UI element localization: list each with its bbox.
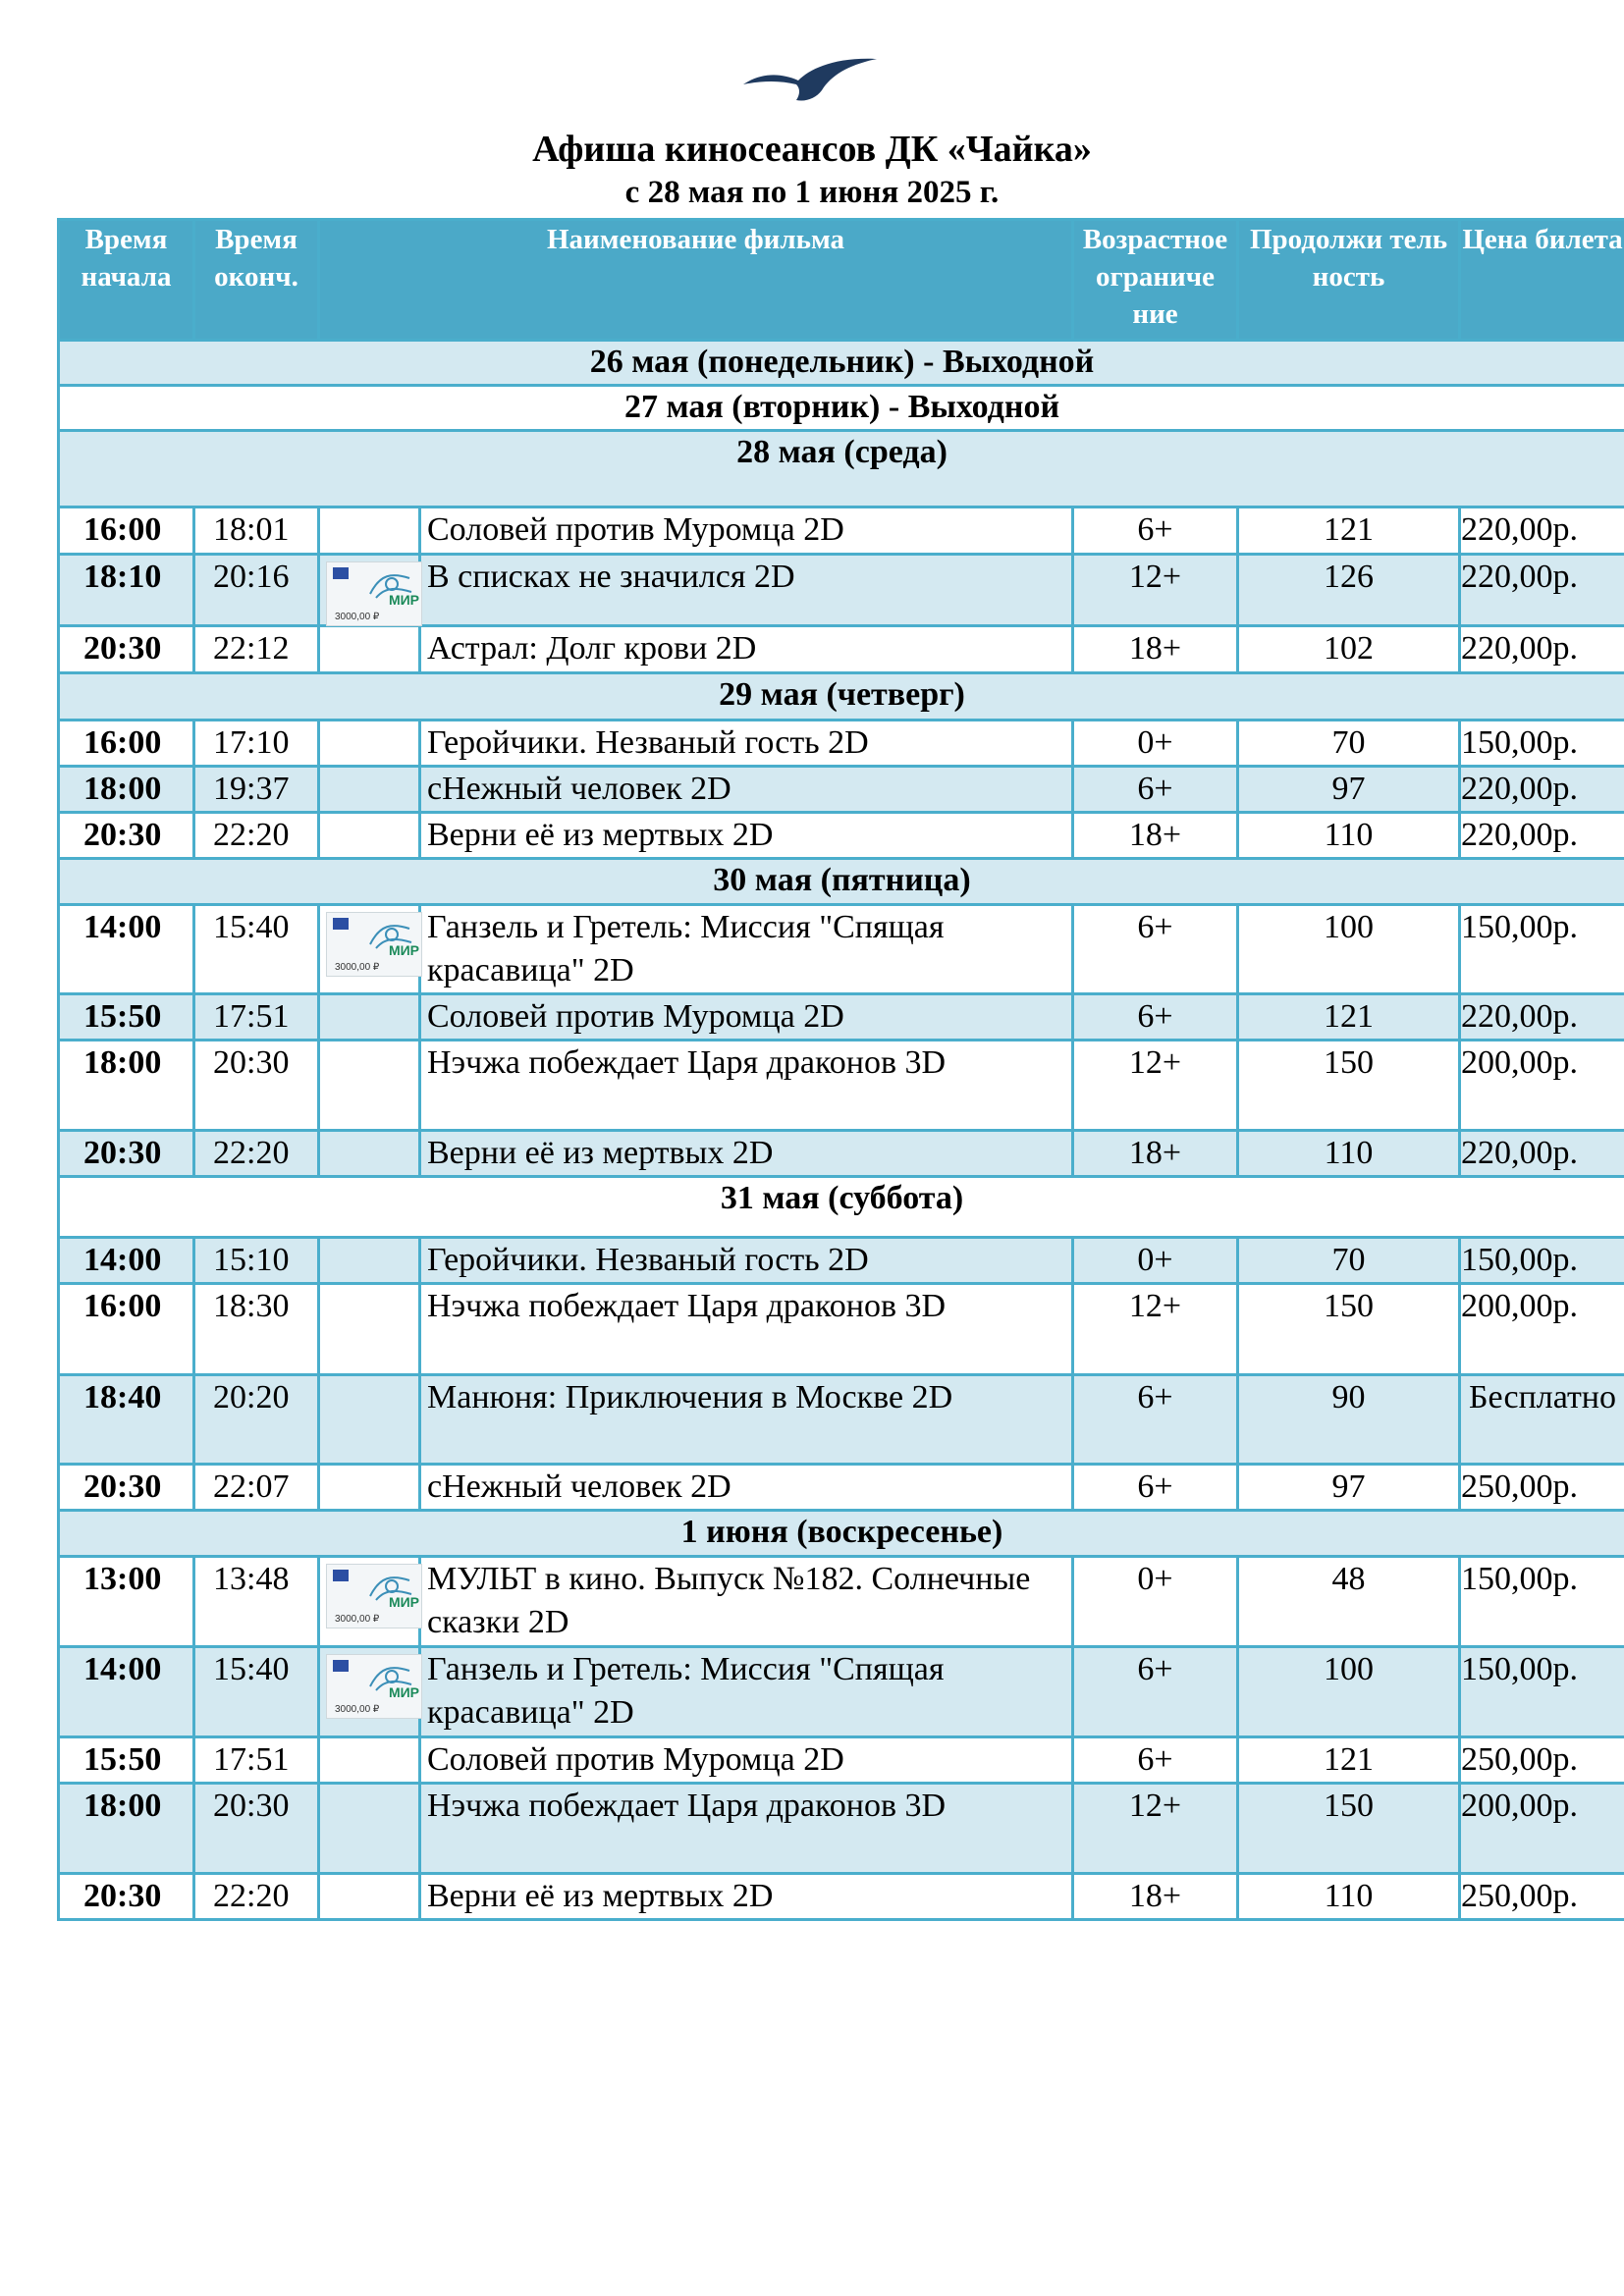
session-start-time: 20:30 [59,1131,194,1177]
session-age-rating: 12+ [1073,1784,1238,1874]
session-film-title: Верни её из мертвых 2D [420,813,1073,859]
mir-card-promo-image [326,912,422,977]
session-promo-cell [319,555,420,626]
session-ticket-price: 220,00р. [1460,1131,1624,1177]
promo-amount: 3000,00 ₽ [335,1614,380,1625]
day-header: 27 мая (вторник) - Выходной [59,386,1624,431]
session-promo-cell [319,507,420,555]
session-age-rating: 0+ [1073,721,1238,767]
session-row [59,994,1624,1041]
session-start-time: 20:30 [59,626,194,673]
mir-badge-icon [333,1570,349,1581]
day-header-row [59,1511,1624,1557]
session-promo-cell [319,1737,420,1784]
mir-card-promo-image [326,1564,422,1629]
session-row [59,1041,1624,1131]
session-start-time: 20:30 [59,1465,194,1511]
session-start-time: 14:00 [59,905,194,994]
session-row [59,626,1624,673]
session-ticket-price: 220,00р. [1460,994,1624,1041]
session-row [59,1737,1624,1784]
session-row [59,555,1624,626]
session-promo-cell [319,1557,420,1647]
page-subtitle: с 28 мая по 1 июня 2025 г. [624,175,1000,210]
session-duration: 102 [1238,626,1460,673]
session-end-time: 17:51 [194,994,319,1041]
promo-amount: 3000,00 ₽ [335,962,380,973]
session-age-rating: 12+ [1073,1041,1238,1131]
session-age-rating: 0+ [1073,1557,1238,1647]
col-header-price: Цена билета [1460,220,1624,341]
schedule-table [57,218,1624,1921]
session-film-title: Ганзель и Гретель: Миссия "Спящая красавица" 2D [420,1647,1073,1737]
session-end-time: 22:20 [194,1131,319,1177]
session-ticket-price: 150,00р. [1460,1238,1624,1284]
promo-brand: МИР [388,942,419,958]
col-header-end: Время оконч. [194,220,319,341]
day-header-row [59,431,1624,507]
session-duration: 100 [1238,905,1460,994]
session-start-time: 18:10 [59,555,194,626]
session-end-time: 13:48 [194,1557,319,1647]
session-film-title: Нэчжа побеждает Царя драконов 3D [420,1784,1073,1874]
session-film-title: Верни её из мертвых 2D [420,1131,1073,1177]
session-duration: 70 [1238,721,1460,767]
promo-brand: МИР [388,1684,419,1700]
seagull-logo-icon [741,51,879,110]
session-duration: 48 [1238,1557,1460,1647]
session-row [59,813,1624,859]
session-duration: 70 [1238,1238,1460,1284]
session-film-title: Соловей против Муромца 2D [420,1737,1073,1784]
session-ticket-price: Бесплатно [1460,1375,1624,1465]
session-duration: 121 [1238,994,1460,1041]
session-promo-cell [319,1465,420,1511]
day-header-row [59,341,1624,386]
session-duration: 150 [1238,1284,1460,1375]
col-header-film: Наименование фильма [319,220,1073,341]
session-film-title: Нэчжа побеждает Царя драконов 3D [420,1041,1073,1131]
session-ticket-price: 220,00р. [1460,626,1624,673]
session-end-time: 18:30 [194,1284,319,1375]
session-duration: 97 [1238,1465,1460,1511]
session-row [59,1238,1624,1284]
day-header-row [59,673,1624,721]
session-row [59,767,1624,813]
session-promo-cell [319,1375,420,1465]
session-age-rating: 12+ [1073,555,1238,626]
session-start-time: 15:50 [59,1737,194,1784]
session-end-time: 19:37 [194,767,319,813]
session-duration: 121 [1238,507,1460,555]
mir-badge-icon [333,1660,349,1672]
day-header: 1 июня (воскресенье) [59,1511,1624,1557]
session-age-rating: 6+ [1073,905,1238,994]
session-end-time: 22:20 [194,813,319,859]
session-promo-cell [319,905,420,994]
session-row [59,905,1624,994]
day-header: 28 мая (среда) [59,431,1624,507]
session-end-time: 22:07 [194,1465,319,1511]
session-film-title: сНежный человек 2D [420,767,1073,813]
session-promo-cell [319,1284,420,1375]
session-film-title: Нэчжа побеждает Царя драконов 3D [420,1284,1073,1375]
session-ticket-price: 250,00р. [1460,1874,1624,1920]
session-duration: 110 [1238,1874,1460,1920]
session-start-time: 13:00 [59,1557,194,1647]
session-film-title: Верни её из мертвых 2D [420,1874,1073,1920]
session-end-time: 15:40 [194,1647,319,1737]
session-promo-cell [319,1041,420,1131]
session-row [59,1375,1624,1465]
session-duration: 126 [1238,555,1460,626]
session-end-time: 20:30 [194,1784,319,1874]
session-promo-cell [319,626,420,673]
session-start-time: 18:40 [59,1375,194,1465]
session-promo-cell [319,994,420,1041]
session-start-time: 14:00 [59,1238,194,1284]
session-row [59,1874,1624,1920]
schedule-body [59,341,1624,1920]
mir-badge-icon [333,567,349,579]
session-promo-cell [319,813,420,859]
session-duration: 110 [1238,813,1460,859]
session-age-rating: 6+ [1073,507,1238,555]
session-promo-cell [319,721,420,767]
table-header-row [59,220,1624,341]
page-title: Афиша киносеансов ДК «Чайка» [532,129,1092,170]
session-row [59,1784,1624,1874]
session-row [59,1465,1624,1511]
session-film-title: Соловей против Муромца 2D [420,994,1073,1041]
session-age-rating: 18+ [1073,626,1238,673]
session-end-time: 18:01 [194,507,319,555]
session-ticket-price: 250,00р. [1460,1737,1624,1784]
session-start-time: 15:50 [59,994,194,1041]
day-header: 30 мая (пятница) [59,859,1624,905]
session-film-title: Геройчики. Незваный гость 2D [420,1238,1073,1284]
session-start-time: 16:00 [59,721,194,767]
session-film-title: сНежный человек 2D [420,1465,1073,1511]
session-age-rating: 18+ [1073,1131,1238,1177]
session-film-title: Ганзель и Гретель: Миссия "Спящая красавица" 2D [420,905,1073,994]
session-duration: 97 [1238,767,1460,813]
promo-amount: 3000,00 ₽ [335,1704,380,1715]
session-duration: 110 [1238,1131,1460,1177]
session-ticket-price: 220,00р. [1460,767,1624,813]
mir-card-promo-image [326,1654,422,1719]
session-promo-cell [319,1784,420,1874]
day-header: 31 мая (суббота) [59,1177,1624,1238]
session-start-time: 16:00 [59,507,194,555]
session-promo-cell [319,1874,420,1920]
session-film-title: Манюня: Приключения в Москве 2D [420,1375,1073,1465]
day-header-row [59,386,1624,431]
session-promo-cell [319,1238,420,1284]
day-header-row [59,859,1624,905]
session-ticket-price: 250,00р. [1460,1465,1624,1511]
session-end-time: 15:40 [194,905,319,994]
col-header-duration: Продолжи тель ность [1238,220,1460,341]
session-promo-cell [319,767,420,813]
session-age-rating: 6+ [1073,1465,1238,1511]
session-age-rating: 6+ [1073,994,1238,1041]
col-header-start: Время начала [59,220,194,341]
session-row [59,1557,1624,1647]
session-age-rating: 6+ [1073,1647,1238,1737]
session-film-title: Геройчики. Незваный гость 2D [420,721,1073,767]
session-ticket-price: 150,00р. [1460,1647,1624,1737]
session-end-time: 20:20 [194,1375,319,1465]
promo-amount: 3000,00 ₽ [335,612,380,622]
session-end-time: 20:30 [194,1041,319,1131]
session-end-time: 17:51 [194,1737,319,1784]
session-end-time: 20:16 [194,555,319,626]
session-end-time: 22:20 [194,1874,319,1920]
mir-badge-icon [333,918,349,930]
session-age-rating: 12+ [1073,1284,1238,1375]
session-ticket-price: 200,00р. [1460,1284,1624,1375]
session-ticket-price: 200,00р. [1460,1041,1624,1131]
session-start-time: 20:30 [59,1874,194,1920]
session-promo-cell [319,1131,420,1177]
session-end-time: 17:10 [194,721,319,767]
session-promo-cell [319,1647,420,1737]
session-start-time: 16:00 [59,1284,194,1375]
promo-brand: МИР [388,592,419,608]
session-film-title: Астрал: Долг крови 2D [420,626,1073,673]
session-age-rating: 18+ [1073,813,1238,859]
promo-brand: МИР [388,1594,419,1610]
session-duration: 150 [1238,1041,1460,1131]
session-row [59,1131,1624,1177]
session-start-time: 18:00 [59,1784,194,1874]
day-header-row [59,1177,1624,1238]
day-header: 29 мая (четверг) [59,673,1624,721]
session-duration: 150 [1238,1784,1460,1874]
session-age-rating: 0+ [1073,1238,1238,1284]
session-ticket-price: 150,00р. [1460,905,1624,994]
session-row [59,1647,1624,1737]
session-duration: 90 [1238,1375,1460,1465]
day-header: 26 мая (понедельник) - Выходной [59,341,1624,386]
session-duration: 121 [1238,1737,1460,1784]
session-end-time: 15:10 [194,1238,319,1284]
session-age-rating: 6+ [1073,1375,1238,1465]
col-header-age: Возрастное ограниче ние [1073,220,1238,341]
session-ticket-price: 220,00р. [1460,813,1624,859]
session-row [59,507,1624,555]
session-ticket-price: 220,00р. [1460,507,1624,555]
session-age-rating: 6+ [1073,1737,1238,1784]
session-ticket-price: 200,00р. [1460,1784,1624,1874]
session-start-time: 18:00 [59,1041,194,1131]
session-film-title: В списках не значился 2D [420,555,1073,626]
session-start-time: 20:30 [59,813,194,859]
session-ticket-price: 220,00р. [1460,555,1624,626]
session-film-title: МУЛЬТ в кино. Выпуск №182. Солнечные сказки 2D [420,1557,1073,1647]
session-row [59,721,1624,767]
session-end-time: 22:12 [194,626,319,673]
session-age-rating: 18+ [1073,1874,1238,1920]
session-ticket-price: 150,00р. [1460,721,1624,767]
session-duration: 100 [1238,1647,1460,1737]
session-start-time: 14:00 [59,1647,194,1737]
mir-card-promo-image [326,561,422,626]
session-start-time: 18:00 [59,767,194,813]
session-ticket-price: 150,00р. [1460,1557,1624,1647]
session-age-rating: 6+ [1073,767,1238,813]
session-film-title: Соловей против Муромца 2D [420,507,1073,555]
session-row [59,1284,1624,1375]
